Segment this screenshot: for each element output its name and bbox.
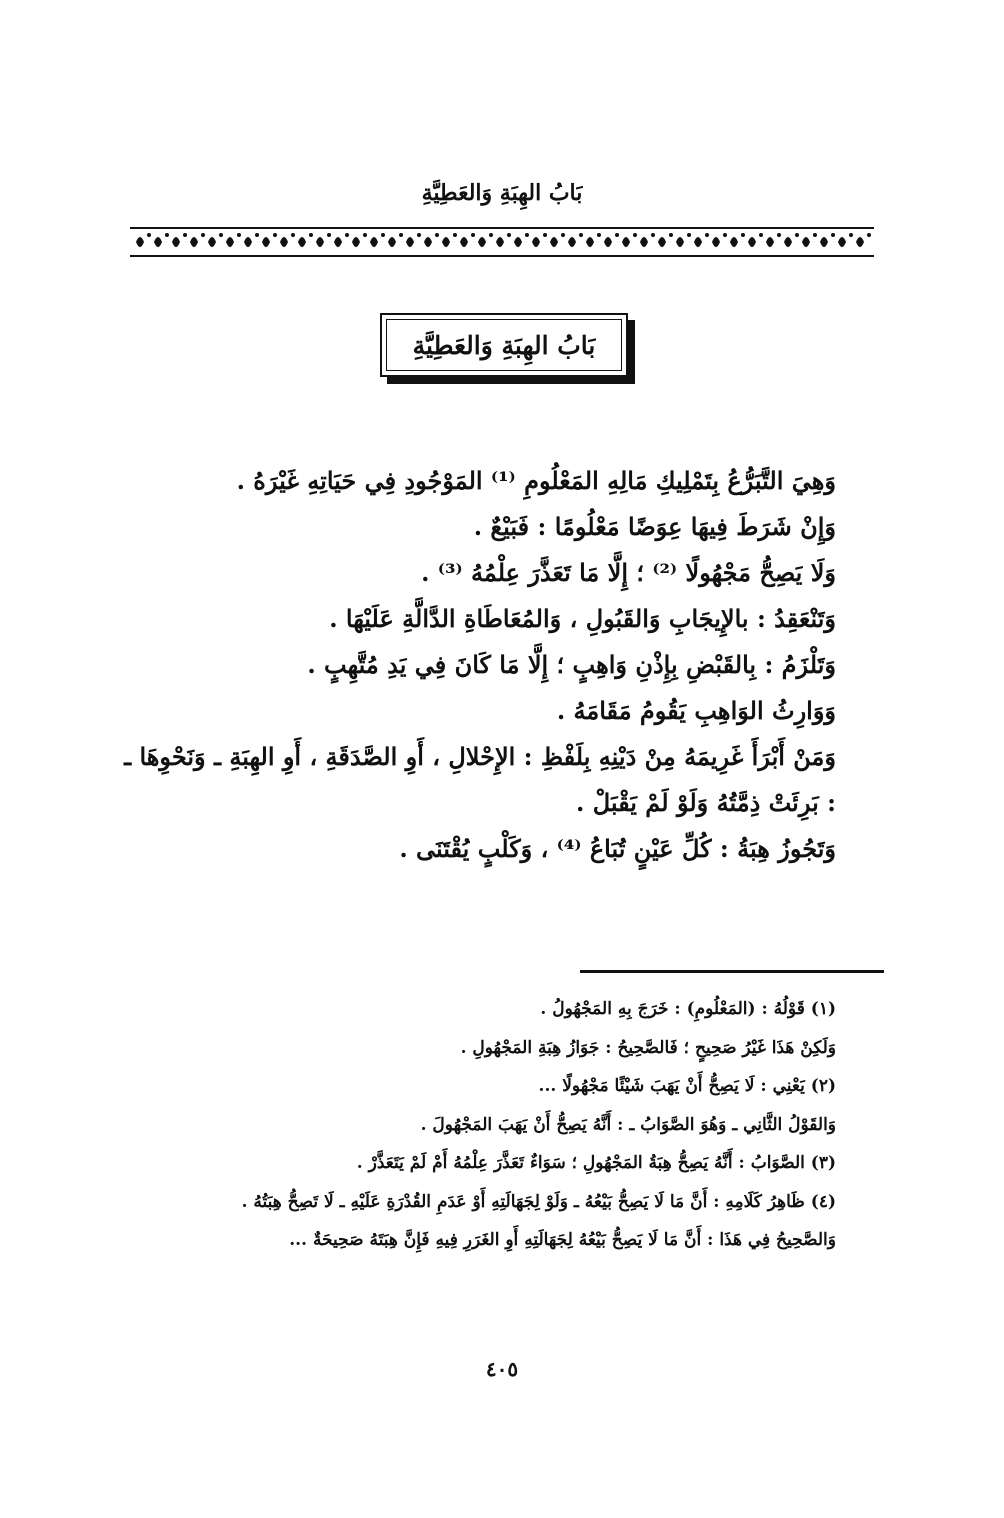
ornament-dot	[741, 233, 745, 237]
ornament-dot	[867, 233, 871, 237]
ornament-dot	[723, 233, 727, 237]
ornament-leaf	[352, 237, 360, 247]
ornament-leaf	[208, 237, 216, 247]
ornament-leaf	[676, 237, 684, 247]
ornament-dot	[687, 233, 691, 237]
ornament-leaf	[550, 237, 558, 247]
ornament-dot	[633, 233, 637, 237]
ornament-dot	[651, 233, 655, 237]
footnote-line-2: وَلَكِنْ هَذَا غَيْرُ صَحِيحٍ ؛ فَالصَّحِيحُ : جَوَازُ هِبَةِ المَجْهُولِ .	[460, 1037, 836, 1058]
ornament-dot	[669, 233, 673, 237]
ornament-leaf	[640, 237, 648, 247]
ornament-dot	[471, 233, 475, 237]
ornamental-border	[120, 224, 884, 260]
ornament-leaf	[262, 237, 270, 247]
ornament-dot	[615, 233, 619, 237]
ornament-dot	[597, 233, 601, 237]
main-paragraph-7: وَمَنْ أَبْرَأَ غَرِيمَهُ مِنْ دَيْنِهِ بِلَفْظِ : الإِحْلالِ ، أَوِ الصَّدَقَةِ ، أَوِ الهِبَةِ ـ وَنَحْوِهَا ـ : بَرِئَتْ ذِمَّتُهُ وَلَوْ لَمْ يَقْبَلْ .	[124, 742, 836, 817]
ornament-dot	[327, 233, 331, 237]
ornament-leaf	[694, 237, 702, 247]
ornament-leaf	[244, 237, 252, 247]
chapter-title: بَابُ الهِبَةِ وَالعَطِيَّةِ	[412, 330, 596, 360]
ornament-dot	[309, 233, 313, 237]
ornament-dot	[183, 233, 187, 237]
ornament-dot	[273, 233, 277, 237]
ornament-dot	[381, 233, 385, 237]
ornament-dot	[507, 233, 511, 237]
main-paragraph-3: وَلَا يَصِحُّ مَجْهُولًا ⁽²⁾ ؛ إِلَّا مَا تَعَذَّرَ عِلْمُهُ ⁽³⁾ .	[421, 558, 836, 587]
ornament-leaf	[406, 237, 414, 247]
ornament-dot	[435, 233, 439, 237]
ornament-leaf	[514, 237, 522, 247]
ornament-dot	[237, 233, 241, 237]
ornament-leaf	[856, 237, 864, 247]
footnote-line-4: وَالقَوْلُ الثَّانِي ـ وَهُوَ الصَّوَابُ ـ : أَنَّهُ يَصِحُّ أَنْ يَهَبَ المَجْهُولَ .	[420, 1114, 836, 1135]
ornament-dot	[219, 233, 223, 237]
ornament-dot	[795, 233, 799, 237]
main-paragraph-2: وَإِنْ شَرَطَ فِيهَا عِوَضًا مَعْلُومًا : فَبَيْعٌ .	[473, 512, 836, 541]
page-number: ٤٠٥	[485, 1357, 519, 1381]
ornament-leaf	[334, 237, 342, 247]
ornament-dot	[525, 233, 529, 237]
ornament-leaf	[820, 237, 828, 247]
chapter-title-box	[380, 313, 628, 377]
ornament-dot	[147, 233, 151, 237]
ornament-leaf	[730, 237, 738, 247]
ornament-leaf	[316, 237, 324, 247]
ornament-dot	[813, 233, 817, 237]
ornament-leaf	[748, 237, 756, 247]
footnote-line-6: (٤) ظَاهِرُ كَلَامِهِ : أَنَّ مَا لَا يَصِحُّ بَيْعُهُ ـ وَلَوْ لِجَهَالَتِهِ أَوْ عَدَمِ القُدْرَةِ عَلَيْهِ ـ لَا تَصِحُّ هِبَتُهُ .	[241, 1191, 836, 1212]
ornament-dot	[345, 233, 349, 237]
ornament-dot	[831, 233, 835, 237]
ornament-leaf	[658, 237, 666, 247]
ornament-leaf	[784, 237, 792, 247]
main-text	[120, 458, 884, 872]
footnotes	[120, 990, 884, 1260]
ornament-leaf	[586, 237, 594, 247]
ornament-dot	[417, 233, 421, 237]
footnote-line-1: (١) قَوْلُهُ : (المَعْلُومِ) : خَرَجَ بِهِ المَجْهُولُ .	[540, 999, 836, 1019]
ornament-leaf	[280, 237, 288, 247]
ornament-leaf	[478, 237, 486, 247]
ornament-leaf	[172, 237, 180, 247]
ornament-leaf	[622, 237, 630, 247]
ornament-dot	[399, 233, 403, 237]
ornament-leaf	[298, 237, 306, 247]
ornament-leaf	[136, 237, 144, 247]
footnote-line-7: وَالصَّحِيحُ فِي هَذَا : أَنَّ مَا لَا يَصِحُّ بَيْعُهُ لِجَهَالَتِهِ أَوِ الغَرَرِ فِيهِ فَإِنَّ هِبَتَهُ صَحِيحَةٌ ...	[289, 1230, 836, 1250]
ornament-dot	[543, 233, 547, 237]
ornament-leaf	[766, 237, 774, 247]
ornament-leaf	[154, 237, 162, 247]
main-paragraph-1: وَهِيَ التَّبَرُّعُ بِتَمْلِيكِ مَالِهِ المَعْلُومِ ⁽¹⁾ المَوْجُودِ فِي حَيَاتِهِ غَيْرَهُ .	[236, 466, 836, 495]
ornament-dot	[705, 233, 709, 237]
ornament-dot	[363, 233, 367, 237]
ornament-leaf	[712, 237, 720, 247]
main-paragraph-8: وَتَجُوزُ هِبَةُ : كُلِّ عَيْنٍ تُبَاعُ ⁽⁴⁾ ، وَكَلْبٍ يُقْتَنَى .	[399, 834, 836, 863]
ornament-leaf	[388, 237, 396, 247]
ornament-leaf	[802, 237, 810, 247]
ornament-dot	[561, 233, 565, 237]
ornament-dot	[579, 233, 583, 237]
ornament-leaf	[226, 237, 234, 247]
ornament-dot	[489, 233, 493, 237]
ornament-dot	[759, 233, 763, 237]
footnote-line-5: (٣) الصَّوَابُ : أَنَّهُ يَصِحُّ هِبَةُ المَجْهُولِ ؛ سَوَاءٌ تَعَذَّرَ عِلْمُهُ أَمْ لَمْ يَتَعَذَّرْ .	[356, 1153, 836, 1173]
ornament-leaf	[604, 237, 612, 247]
ornament-leaf	[424, 237, 432, 247]
main-paragraph-6: وَوَارِثُ الوَاهِبِ يَقُومُ مَقَامَهُ .	[556, 696, 836, 725]
ornament-leaf	[190, 237, 198, 247]
ornament-leaf	[568, 237, 576, 247]
ornament-dot	[453, 233, 457, 237]
ornament-dot	[777, 233, 781, 237]
ornament-leaf	[442, 237, 450, 247]
ornament-leaf	[532, 237, 540, 247]
running-head: بَابُ الهِبَةِ وَالعَطِيَّةِ	[421, 180, 583, 206]
main-paragraph-4: وَتَنْعَقِدُ : بالإِيجَابِ وَالقَبُولِ ، وَالمُعَاطَاةِ الدَّالَّةِ عَلَيْهَا .	[329, 604, 836, 633]
ornament-dot	[201, 233, 205, 237]
footnote-line-3: (٢) يَعْنِي : لَا يَصِحُّ أَنْ يَهَبَ شَيْئًا مَجْهُولًا ...	[538, 1076, 836, 1096]
footnote-separator	[580, 970, 884, 973]
ornament-leaf	[460, 237, 468, 247]
ornament-leaf	[370, 237, 378, 247]
ornament-dot	[165, 233, 169, 237]
ornament-dot	[255, 233, 259, 237]
ornament-leaf	[496, 237, 504, 247]
ornament-dot	[849, 233, 853, 237]
ornament-leaf	[838, 237, 846, 247]
ornament-dot	[291, 233, 295, 237]
main-paragraph-5: وَتَلْزَمُ : بِالقَبْضِ بِإِذْنِ وَاهِبٍ ؛ إِلَّا مَا كَانَ فِي يَدِ مُتَّهِبٍ .	[307, 650, 836, 679]
